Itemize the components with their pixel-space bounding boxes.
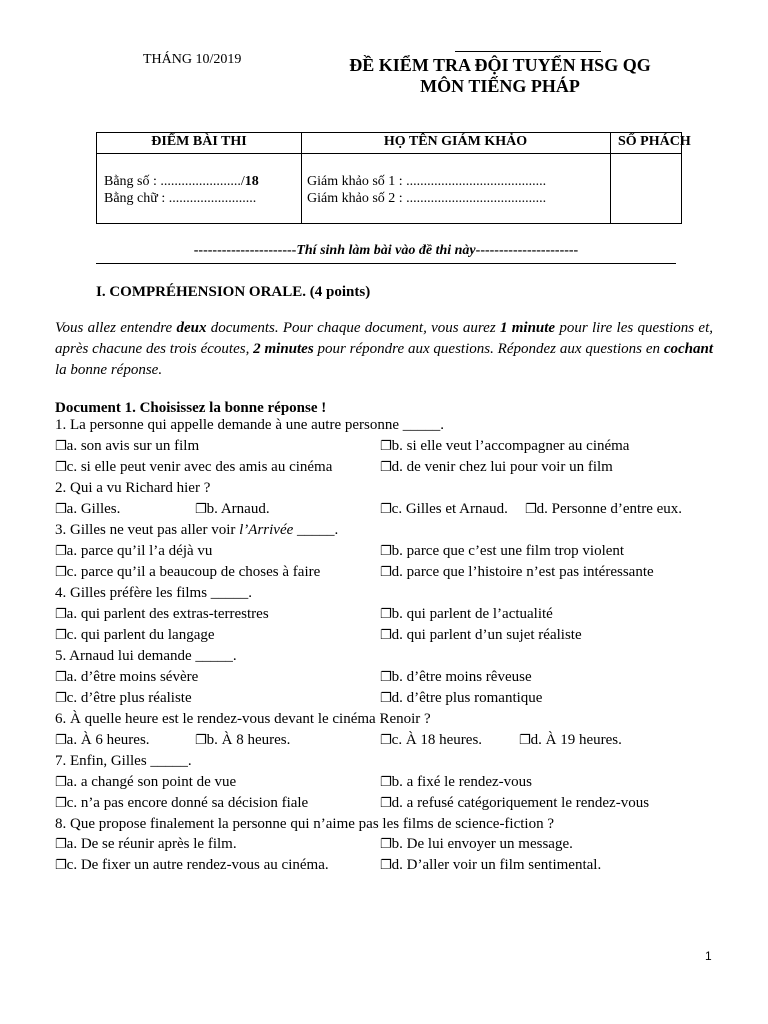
intro-bold: cochant xyxy=(663,341,713,357)
document-title: Document 1. Choisissez la bonne réponse ! xyxy=(55,400,327,416)
page-number: 1 xyxy=(705,949,712,963)
section-title: I. COMPRÉHENSION ORALE. (4 points) xyxy=(96,284,371,300)
option-label: a. À 6 heures. xyxy=(66,732,150,748)
examiner-1-line: Giám khảo số 1 : ........................................ xyxy=(307,174,547,189)
option-5b[interactable] xyxy=(380,669,532,686)
option-1b[interactable] xyxy=(380,438,629,455)
question-5: 5. Arnaud lui demande _____. xyxy=(55,648,237,664)
checkbox-icon[interactable]: ❐ xyxy=(380,460,392,475)
option-4d[interactable] xyxy=(380,627,582,644)
title-overline xyxy=(455,51,601,52)
option-label: c. parce qu’il a beaucoup de choses à faire xyxy=(66,564,321,580)
option-1a[interactable] xyxy=(55,438,199,455)
header-code: SỐ PHÁCH xyxy=(618,134,691,149)
divider-dashes-right: ---------------------- xyxy=(475,243,579,258)
option-label: b. qui parlent de l’actualité xyxy=(391,606,553,622)
score-table xyxy=(96,132,691,224)
option-label: c. si elle peut venir avec des amis au cinéma xyxy=(66,459,333,475)
question-6: 6. À quelle heure est le rendez-vous devant le cinéma Renoir ? xyxy=(55,711,431,727)
option-6d[interactable] xyxy=(519,732,622,749)
checkbox-icon[interactable]: ❐ xyxy=(380,837,392,852)
option-6a[interactable] xyxy=(55,732,150,749)
question-2: 2. Qui a vu Richard hier ? xyxy=(55,480,211,496)
checkbox-icon[interactable]: ❐ xyxy=(55,565,67,580)
score-number-line xyxy=(104,173,259,190)
checkbox-icon[interactable]: ❐ xyxy=(195,733,207,748)
option-2d[interactable] xyxy=(525,501,682,518)
option-8c[interactable] xyxy=(55,857,329,874)
question-text: _____. xyxy=(293,522,339,538)
option-label: a. Gilles. xyxy=(66,501,121,517)
option-label: d. d’être plus romantique xyxy=(391,690,543,706)
option-6c[interactable] xyxy=(380,732,482,749)
intro-bold: 2 minutes xyxy=(253,341,314,357)
intro-text: Vous allez entendre xyxy=(55,320,177,336)
section-instructions xyxy=(55,318,713,381)
option-5d[interactable] xyxy=(380,690,542,707)
option-label: a. parce qu’il l’a déjà vu xyxy=(66,543,213,559)
option-label: a. qui parlent des extras-terrestres xyxy=(66,606,269,622)
checkbox-icon[interactable]: ❐ xyxy=(55,691,67,706)
option-8d[interactable] xyxy=(380,857,601,874)
instruction-divider xyxy=(96,243,676,259)
option-label: c. qui parlent du langage xyxy=(66,627,215,643)
intro-text: pour répondre aux questions. Répondez aux questions en xyxy=(313,341,664,357)
checkbox-icon[interactable]: ❐ xyxy=(380,502,392,517)
question-7: 7. Enfin, Gilles _____. xyxy=(55,753,192,769)
divider-dashes-left: ---------------------- xyxy=(193,243,297,258)
score-words-line: Bằng chữ : ......................... xyxy=(104,191,257,206)
option-label: c. Gilles et Arnaud. xyxy=(391,501,508,517)
question-8: 8. Que propose finalement la personne qui n’aime pas les films de science-fiction ? xyxy=(55,816,554,832)
table-header-line xyxy=(97,153,681,154)
option-2c[interactable] xyxy=(380,501,508,518)
option-label: d. Personne d’entre eux. xyxy=(536,501,683,517)
option-label: d. qui parlent d’un sujet réaliste xyxy=(391,627,582,643)
option-label: a. son avis sur un film xyxy=(66,438,200,454)
checkbox-icon[interactable]: ❐ xyxy=(380,691,392,706)
option-label: a. a changé son point de vue xyxy=(66,774,237,790)
option-3d[interactable] xyxy=(380,564,654,581)
option-label: b. De lui envoyer un message. xyxy=(391,836,573,852)
checkbox-icon[interactable]: ❐ xyxy=(380,628,392,643)
film-title: l’Arrivée xyxy=(239,522,294,538)
exam-subject: MÔN TIẾNG PHÁP xyxy=(420,76,580,96)
checkbox-icon[interactable]: ❐ xyxy=(380,607,392,622)
checkbox-icon[interactable]: ❐ xyxy=(380,565,392,580)
option-label: a. De se réunir après le film. xyxy=(66,836,237,852)
option-3c[interactable] xyxy=(55,564,320,581)
option-label: b. parce que c’est une film trop violent xyxy=(391,543,625,559)
option-7c[interactable] xyxy=(55,795,308,812)
option-5c[interactable] xyxy=(55,690,192,707)
exam-title: ĐỀ KIỂM TRA ĐỘI TUYỂN HSG QG xyxy=(349,55,651,75)
intro-bold: deux xyxy=(176,320,207,336)
checkbox-icon[interactable]: ❐ xyxy=(380,796,392,811)
checkbox-icon[interactable]: ❐ xyxy=(55,858,67,873)
checkbox-icon[interactable]: ❐ xyxy=(380,670,392,685)
option-5a[interactable] xyxy=(55,669,198,686)
option-7a[interactable] xyxy=(55,774,236,791)
examiner-2-line: Giám khảo số 2 : ........................................ xyxy=(307,191,547,206)
option-label: b. si elle veut l’accompagner au cinéma xyxy=(391,438,630,454)
option-4a[interactable] xyxy=(55,606,269,623)
option-7b[interactable] xyxy=(380,774,532,791)
option-3a[interactable] xyxy=(55,543,212,560)
table-divider xyxy=(610,133,611,223)
option-label: d. parce que l’histoire n’est pas intéressante xyxy=(391,564,654,580)
checkbox-icon[interactable]: ❐ xyxy=(55,502,67,517)
option-label: d. a refusé catégoriquement le rendez-vous xyxy=(391,795,650,811)
checkbox-icon[interactable]: ❐ xyxy=(55,628,67,643)
option-label: d. À 19 heures. xyxy=(530,732,622,748)
option-2b[interactable] xyxy=(195,501,270,518)
intro-bold: 1 minute xyxy=(499,320,556,336)
option-label: c. De fixer un autre rendez-vous au cinéma. xyxy=(66,857,329,873)
checkbox-icon[interactable]: ❐ xyxy=(380,544,392,559)
checkbox-icon[interactable]: ❐ xyxy=(55,733,67,748)
checkbox-icon[interactable]: ❐ xyxy=(55,460,67,475)
checkbox-icon[interactable]: ❐ xyxy=(55,837,67,852)
option-label: b. a fixé le rendez-vous xyxy=(391,774,533,790)
option-1c[interactable] xyxy=(55,459,332,476)
option-1d[interactable] xyxy=(380,459,613,476)
divider-line xyxy=(96,263,676,264)
option-label: b. d’être moins rêveuse xyxy=(391,669,532,685)
checkbox-icon[interactable]: ❐ xyxy=(380,733,392,748)
option-label: c. d’être plus réaliste xyxy=(66,690,192,706)
option-label: b. À 8 heures. xyxy=(206,732,291,748)
option-8b[interactable] xyxy=(380,836,573,853)
score-number-label: Bằng số : ......................./ xyxy=(104,174,245,189)
intro-text: la bonne réponse. xyxy=(55,362,163,378)
option-label: c. n’a pas encore donné sa décision fiale xyxy=(66,795,309,811)
option-label: d. D’aller voir un film sentimental. xyxy=(391,857,602,873)
header-examiner: HỌ TÊN GIÁM KHẢO xyxy=(383,134,528,149)
option-label: a. d’être moins sévère xyxy=(66,669,199,685)
checkbox-icon[interactable]: ❐ xyxy=(195,502,207,517)
option-label: d. de venir chez lui pour voir un film xyxy=(391,459,613,475)
checkbox-icon[interactable]: ❐ xyxy=(380,775,392,790)
intro-text: documents. Pour chaque document, vous aurez xyxy=(206,320,500,336)
option-7d[interactable] xyxy=(380,795,649,812)
question-4: 4. Gilles préfère les films _____. xyxy=(55,585,253,601)
score-max: 18 xyxy=(244,174,259,189)
option-2a[interactable] xyxy=(55,501,120,518)
checkbox-icon[interactable]: ❐ xyxy=(380,439,392,454)
option-6b[interactable] xyxy=(195,732,290,749)
intro-text: pour lire les questions et, après chacune des trois écoutes, xyxy=(55,320,713,357)
checkbox-icon[interactable]: ❐ xyxy=(380,858,392,873)
option-label: c. À 18 heures. xyxy=(391,732,483,748)
exam-date: THÁNG 10/2019 xyxy=(143,52,242,67)
question-1: 1. La personne qui appelle demande à une autre personne _____. xyxy=(55,417,445,433)
checkbox-icon[interactable]: ❐ xyxy=(55,544,67,559)
checkbox-icon[interactable]: ❐ xyxy=(55,439,67,454)
checkbox-icon[interactable]: ❐ xyxy=(519,733,531,748)
header-score: ĐIỂM BÀI THI xyxy=(151,134,247,149)
divider-text: Thí sinh làm bài vào đề thi này xyxy=(296,243,476,258)
checkbox-icon[interactable]: ❐ xyxy=(525,502,537,517)
checkbox-icon[interactable]: ❐ xyxy=(55,607,67,622)
checkbox-icon[interactable]: ❐ xyxy=(55,775,67,790)
checkbox-icon[interactable]: ❐ xyxy=(55,670,67,685)
question-text: 3. Gilles ne veut pas aller voir xyxy=(55,522,240,538)
question-3 xyxy=(55,522,338,539)
option-8a[interactable] xyxy=(55,836,237,853)
option-4c[interactable] xyxy=(55,627,215,644)
checkbox-icon[interactable]: ❐ xyxy=(55,796,67,811)
option-4b[interactable] xyxy=(380,606,553,623)
option-label: b. Arnaud. xyxy=(206,501,270,517)
option-3b[interactable] xyxy=(380,543,624,560)
